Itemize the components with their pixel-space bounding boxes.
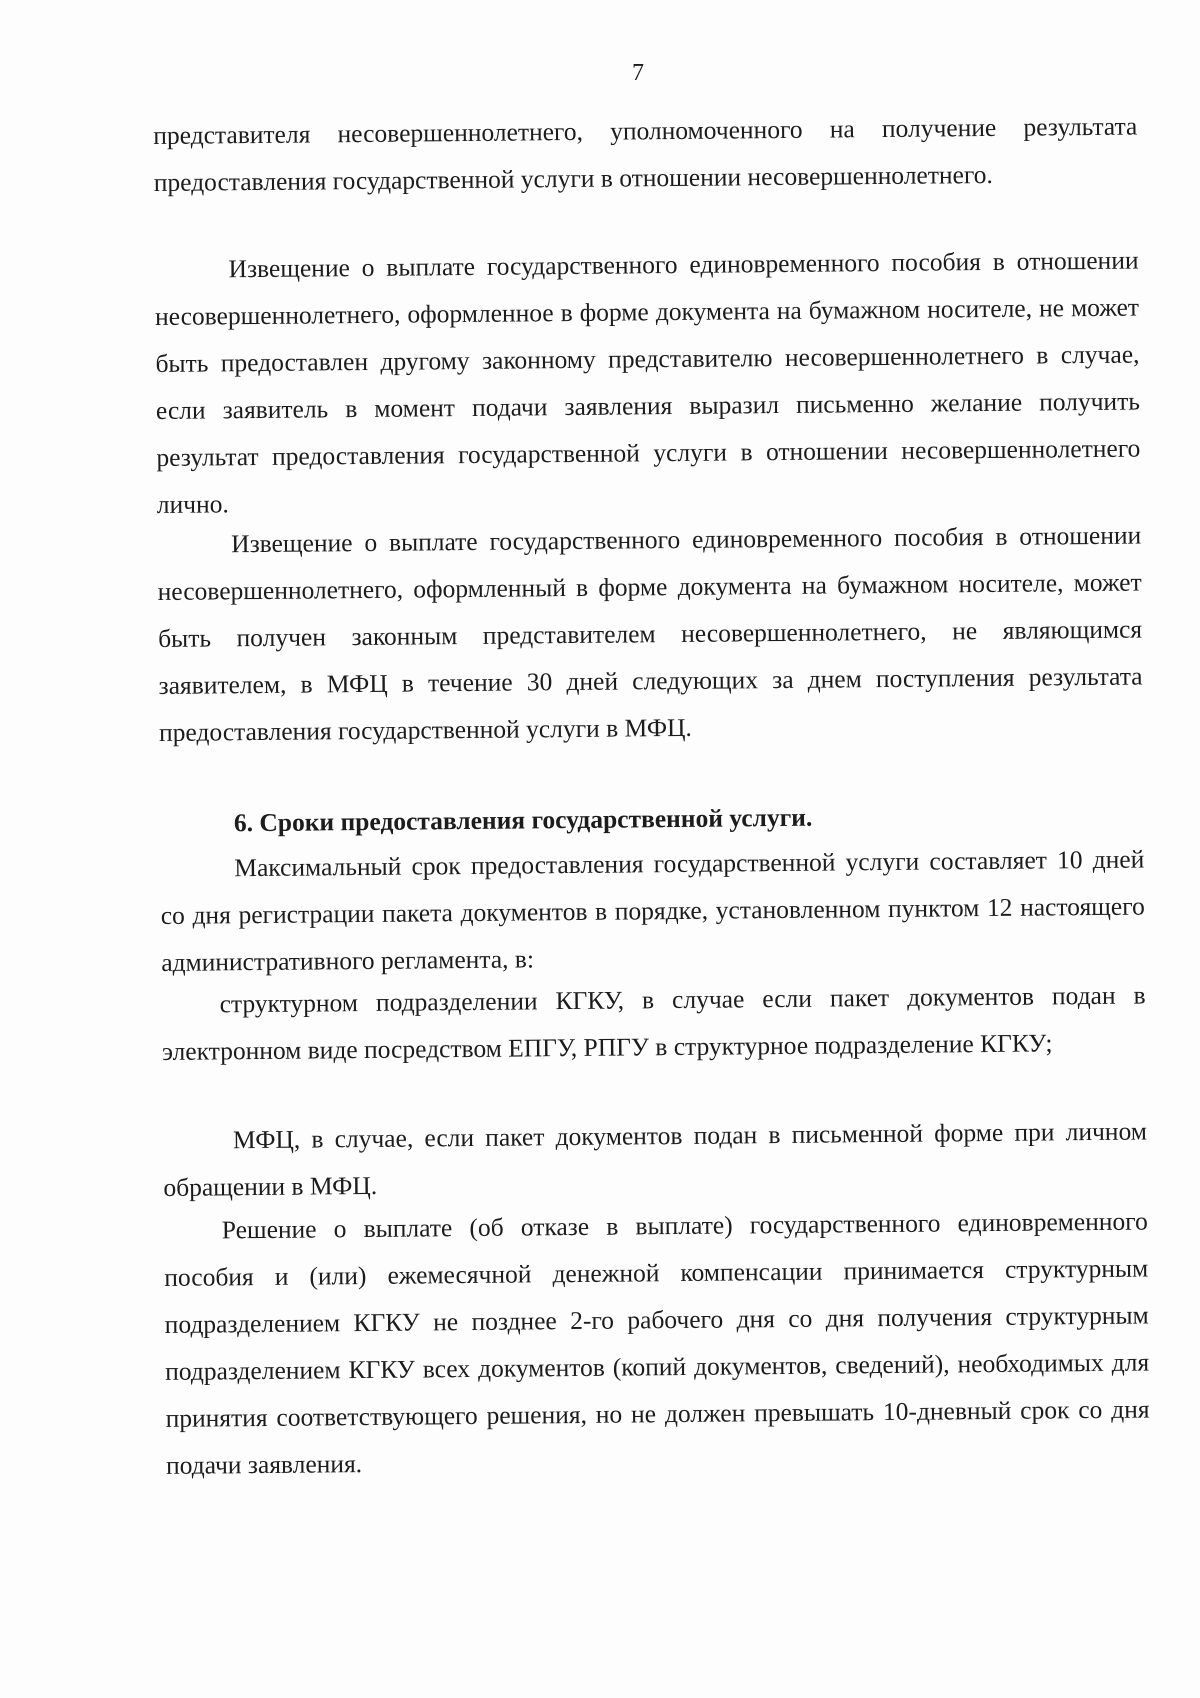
paragraph-notice-restriction: Извещение о выплате государственного единовременного пособия в отношении несовершеннолетнего, оформленное в форме документа на бумажном носителе, не может быть предоставлен другому законному представителю несовершеннолетнего в случае, если заявитель в момент подачи заявления выразил письменно желание получить результат предоставления государственной услуги в отношении несовершеннолетнего лично. <box>154 245 1141 519</box>
paragraph-max-term: Максимальный срок предоставления государственной услуги составляет 10 дней со дня регистрации пакета документов в порядке, установленном пунктом 12 настоящего административного регламента, в: <box>160 844 1145 977</box>
paragraph-structural-unit: структурном подразделении КГКУ, в случае если пакет документов подан в электронном виде посредством ЕПГУ, РПГУ в структурное подразделение КГКУ; <box>161 980 1146 1066</box>
paragraph-continuation: представителя несовершеннолетнего, уполномоченного на получение результата предоставления государственной услуги в отношении несовершеннолетнего. <box>153 111 1138 197</box>
paragraph-mfc: МФЦ, в случае, если пакет документов подан в письменной форме при личном обращении в МФЦ. <box>163 1116 1148 1202</box>
paragraph-notice-receipt: Извещение о выплате государственного единовременного пособия в отношении несовершеннолетнего, оформленный в форме документа на бумажном носителе, может быть получен законным представителем несовершеннолетнего, не являющимся заявителем, в МФЦ в течение 30 дней следующих за днем поступления результата предоставления государственной услуги в МФЦ. <box>157 520 1143 747</box>
section-heading: 6. Сроки предоставления государственной услуги. <box>233 802 813 838</box>
page-number: 7 <box>632 60 644 86</box>
paragraph-decision: Решение о выплате (об отказе в выплате) государственного единовременного пособия и (или) ежемесячной денежной компенсации принимается структурным подразделением КГКУ не позднее 2-го рабочего дня со дня получения структурным подразделением КГКУ всех документов (копий документов, сведений), необходимых для принятия соответствующего решения, но не должен превышать 10-дневный срок со дня подачи заявления. <box>164 1206 1150 1480</box>
document-body <box>152 0 1152 1698</box>
